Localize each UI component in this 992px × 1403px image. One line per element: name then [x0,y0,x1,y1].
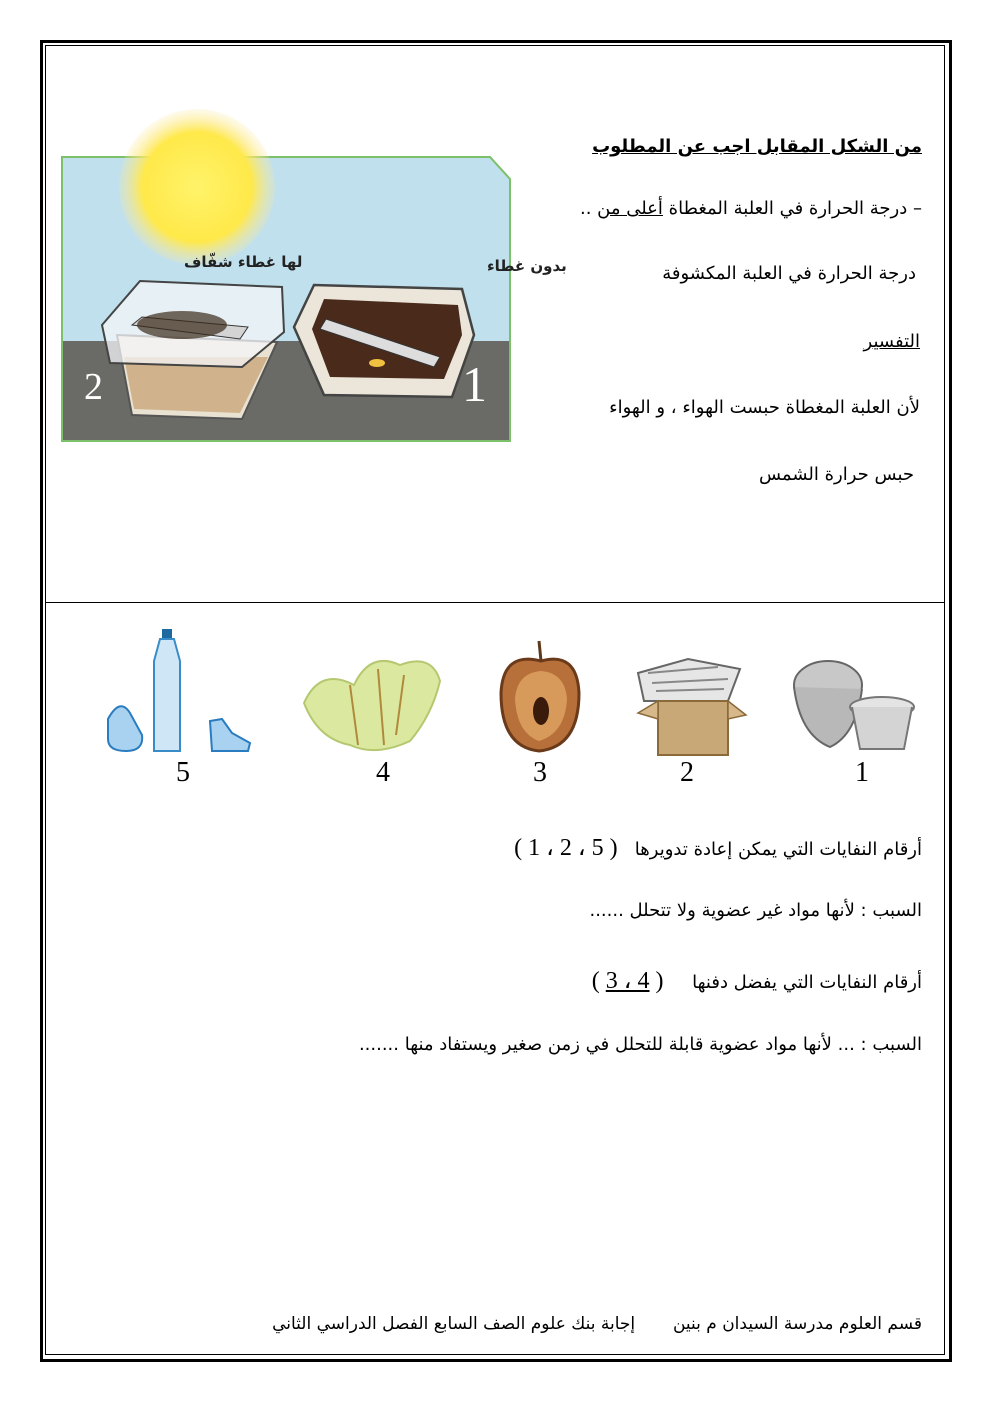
explanation-line2: حبس حرارة الشمس [758,464,914,485]
box-number-2: 2 [84,366,103,408]
label-covered: لها غطاء شفّاف [184,253,303,271]
question1-line1 [580,198,922,219]
question1-line2: درجة الحرارة في العلبة المكشوفة [662,263,916,284]
footer-title: إجابة بنك علوم الصف السابع الفصل الدراسي الثاني [272,1314,636,1334]
footer [272,1314,922,1334]
bury-line [592,966,922,995]
explanation-line1: لأن العلبة المغطاة حبست الهواء ، و الهواء [609,397,920,418]
reason2-line: السبب : ... لأنها مواد عضوية قابلة للتحلل في زمن صغير ويستفاد منها ....... [358,1034,922,1055]
greenhouse-experiment-figure [62,157,567,441]
box-number-1: 1 [462,356,487,412]
rotten-apple-icon [495,637,585,757]
question1-heading: من الشكل المقابل اجب عن المطلوب [592,136,922,157]
explanation-title: التفسير [863,331,920,352]
line1-answer: أعلى من [597,198,663,219]
item-number-1: 1 [855,757,869,788]
waste-items-row [90,625,920,790]
bury-answer-wrap: ( 3 ، 4 ) [591,968,664,994]
plastic-bottles-icon [100,627,245,755]
aluminum-trays-icon [790,655,916,755]
recyclable-line [514,833,922,862]
item-number-3: 3 [533,757,547,788]
reason1-line: السبب : لأنها مواد غير عضوية ولا تتحلل ...... [589,900,922,921]
uncovered-box-icon [294,285,474,397]
label-uncovered: بدون غطاء [487,257,567,275]
recyclable-answer: ( 1 ، 2 ، 5 ) [514,835,618,861]
recyclable-label: أرقام النفايات التي يمكن إعادة تدويرها [634,839,922,860]
section-divider [46,602,944,603]
line1-suffix: .. [579,198,598,219]
lettuce-leaves-icon [300,645,442,755]
bury-label: أرقام النفايات التي يفضل دفنها [692,972,922,993]
paper-cardboard-icon [628,653,748,757]
bury-answer: 3 ، 4 [605,968,650,994]
sun-icon [119,109,275,265]
footer-department: قسم العلوم مدرسة السيدان م بنين [672,1314,922,1334]
item-number-5: 5 [176,757,190,788]
item-number-4: 4 [376,757,390,788]
line1-prefix: – درجة الحرارة في العلبة المغطاة [662,198,922,219]
item-number-2: 2 [680,757,694,788]
